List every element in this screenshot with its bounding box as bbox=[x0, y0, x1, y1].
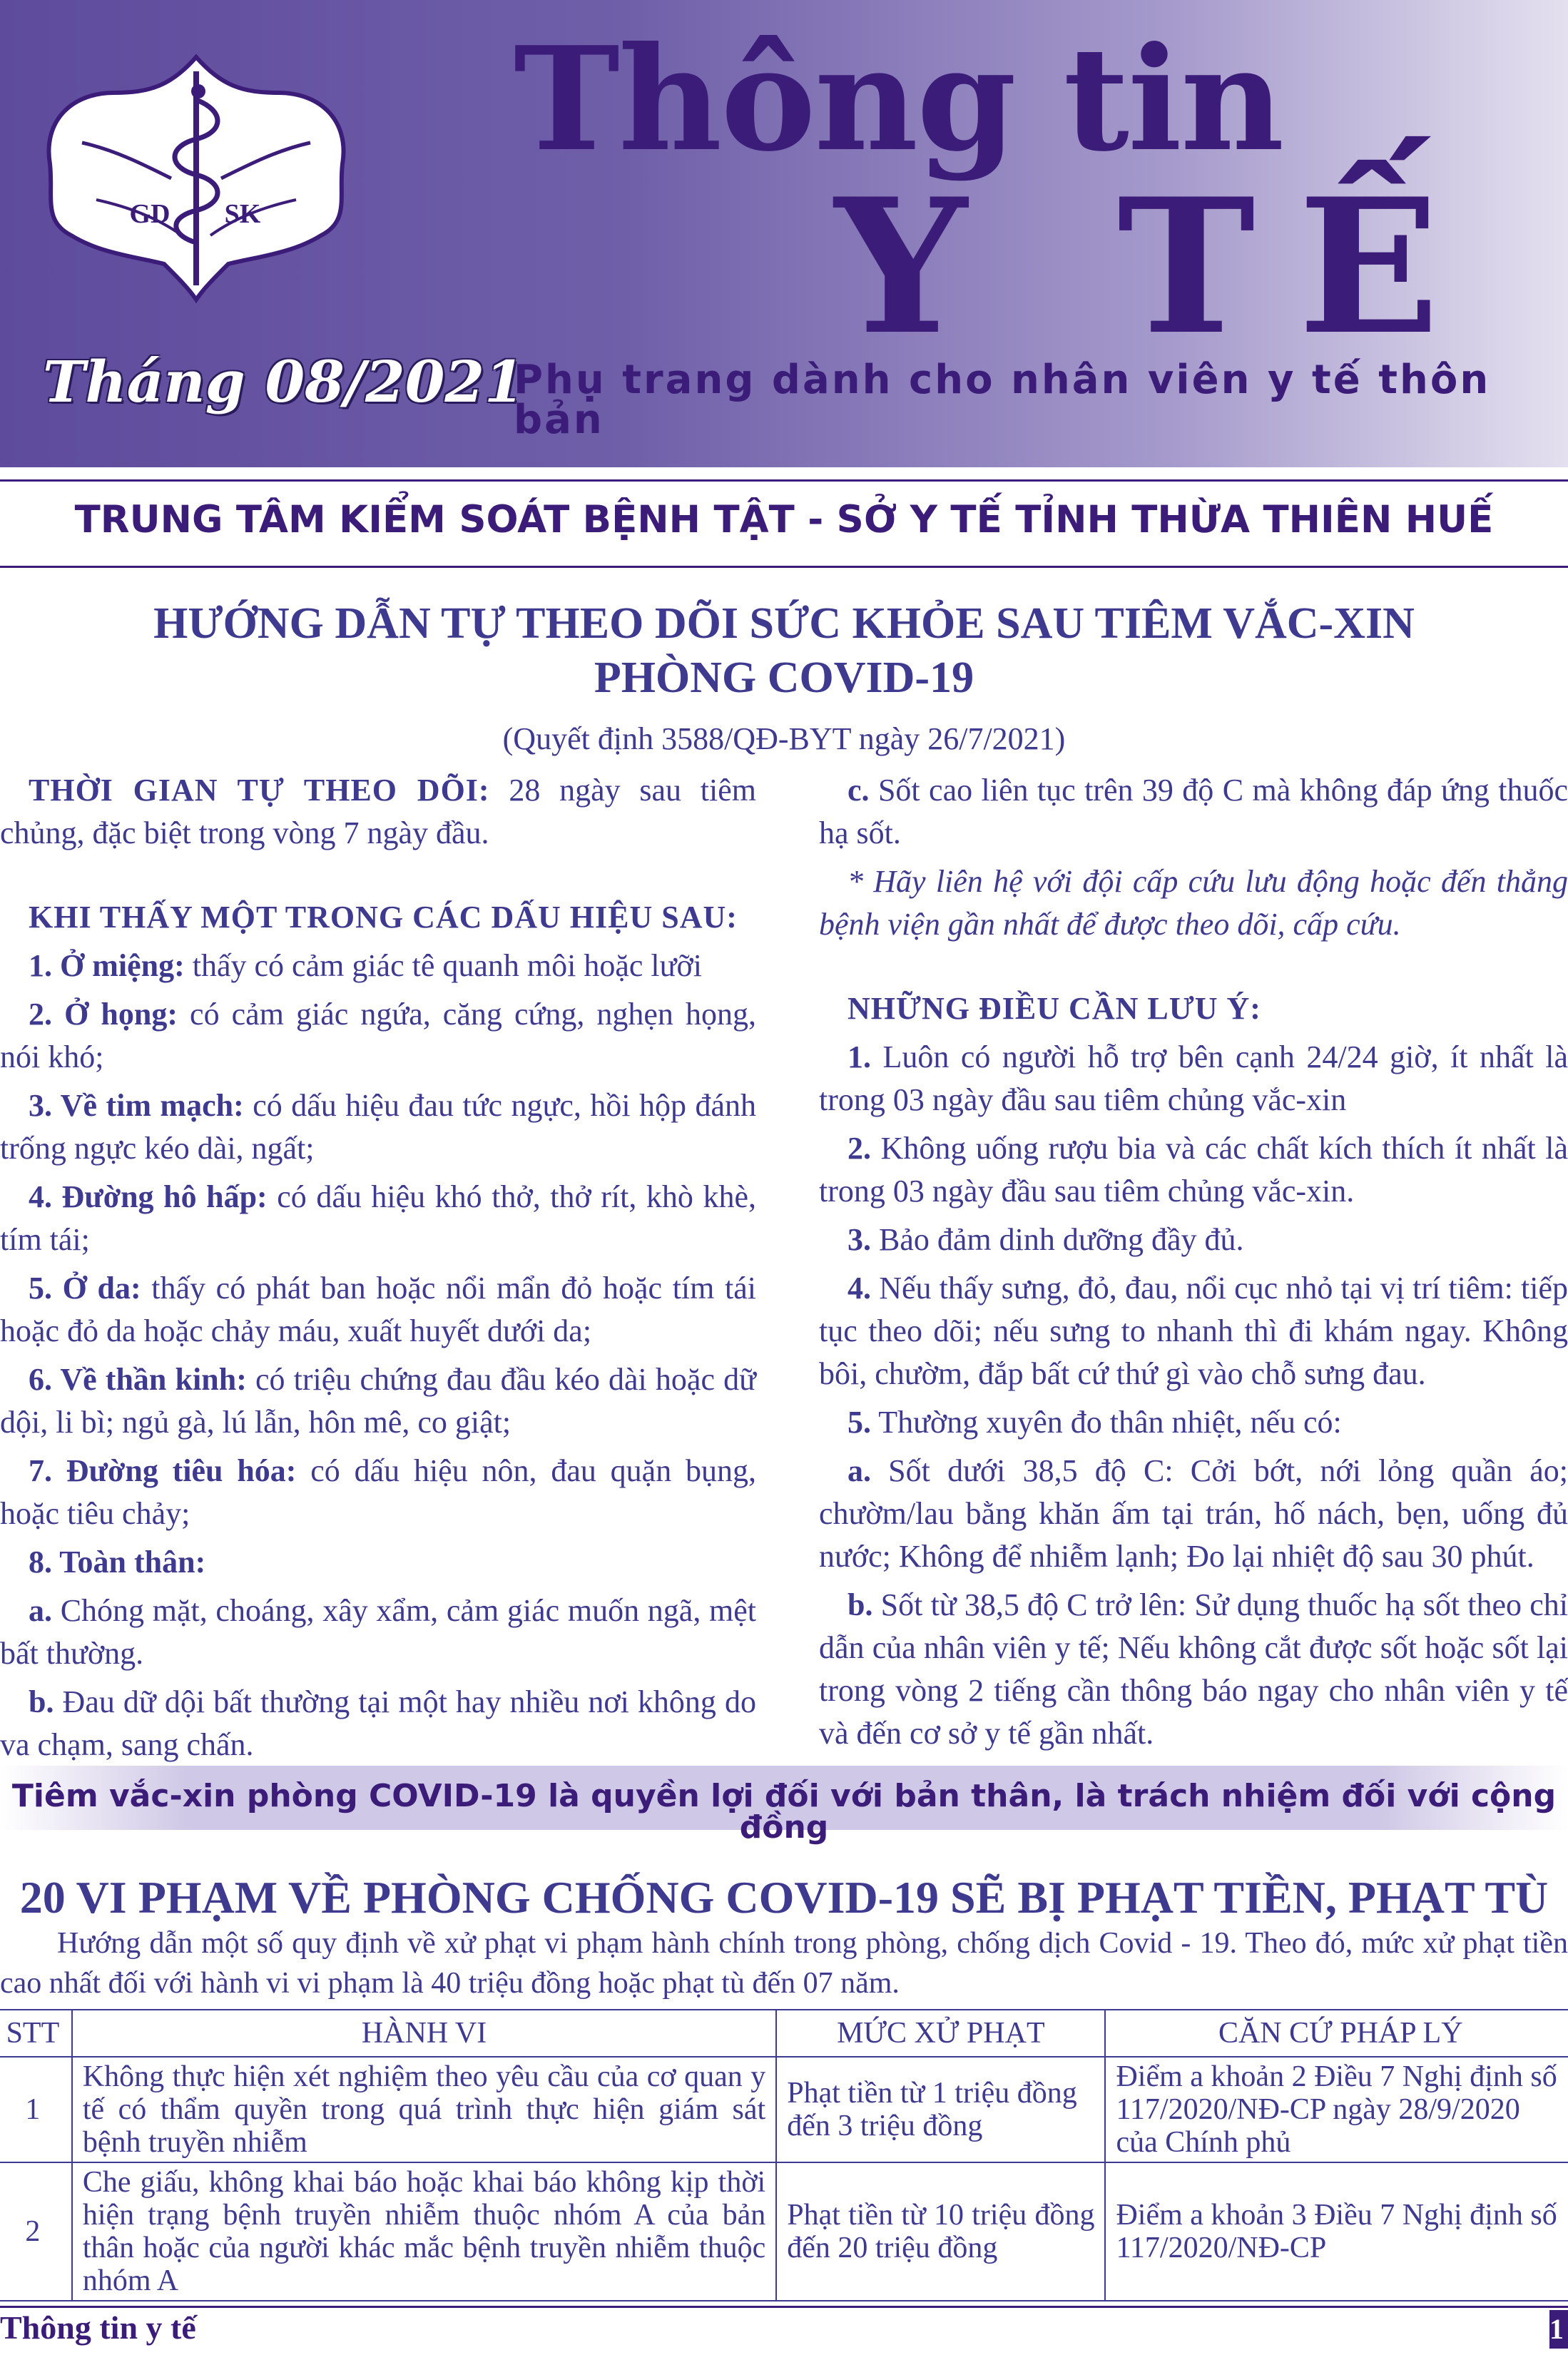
cell-legal-basis: Điểm a khoản 2 Điều 7 Nghị định số 117/2020/NĐ-CP ngày 28/9/2020 của Chính phủ bbox=[1105, 2057, 1568, 2162]
cell-penalty: Phạt tiền từ 1 triệu đồng đến 3 triệu đồng bbox=[776, 2057, 1105, 2162]
footer-title: Thông tin y tế bbox=[0, 2309, 196, 2346]
article1-left-column bbox=[0, 769, 756, 1772]
article1-title-line1: HƯỚNG DẪN TỰ THEO DÕI SỨC KHỎE SAU TIÊM VẮC-XIN bbox=[153, 599, 1415, 648]
column-header-penalty: MỨC XỬ PHẠT bbox=[776, 2010, 1105, 2057]
cell-action: Không thực hiện xét nghiệm theo yêu cầu của cơ quan y tế có thẩm quyền trong quá trình thực hiện giám sát bệnh truyền nhiễm bbox=[72, 2057, 776, 2162]
column-header-stt: STT bbox=[0, 2010, 72, 2057]
article1-right-column bbox=[819, 769, 1568, 1761]
sign-item: 7. Đường tiêu hóa: có dấu hiệu nôn, đau quặn bụng, hoặc tiêu chảy; bbox=[0, 1453, 757, 1531]
logo-right-text: SK bbox=[224, 199, 261, 229]
notes-heading: NHỮNG ĐIỀU CẦN LƯU Ý: bbox=[847, 991, 1261, 1026]
cell-legal-basis: Điểm a khoản 3 Điều 7 Nghị định số 117/2020/NĐ-CP bbox=[1105, 2162, 1568, 2301]
sign-item: 3. Về tim mạch: có dấu hiệu đau tức ngực, hồi hộp đánh trống ngực kéo dài, ngất; bbox=[0, 1088, 757, 1166]
article2-title: 20 VI PHẠM VỀ PHÒNG CHỐNG COVID-19 SẼ BỊ PHẠT TIỀN, PHẠT TÙ bbox=[19, 1872, 1549, 1923]
masthead-title-line1: Thông tin bbox=[514, 16, 1283, 183]
sign-item: 1. Ở miệng: thấy có cảm giác tê quanh môi hoặc lưỡi bbox=[29, 948, 702, 983]
whole-body-label: 8. Toàn thân: bbox=[29, 1545, 206, 1580]
cell-stt: 2 bbox=[0, 2162, 72, 2301]
signs-heading: KHI THẤY MỘT TRONG CÁC DẤU HIỆU SAU: bbox=[29, 900, 738, 935]
page-number: 1 bbox=[1549, 2310, 1568, 2349]
whole-body-item: a. Chóng mặt, choáng, xây xẩm, cảm giác muốn ngã, mệt bất thường. bbox=[0, 1593, 756, 1671]
sign-item: 2. Ở họng: có cảm giác ngứa, căng cứng, nghẹn họng, nói khó; bbox=[0, 997, 756, 1074]
note-item: 2. Không uống rượu bia và các chất kích thích ít nhất là trong 03 ngày đầu sau tiêm chủng vắc-xin. bbox=[819, 1131, 1568, 1209]
note-item: 3. Bảo đảm dinh dưỡng đầy đủ. bbox=[847, 1222, 1244, 1257]
emergency-note: * Hãy liên hệ với đội cấp cứu lưu động hoặc đến thẳng bệnh viện gần nhất để được theo dõi, cấp cứu. bbox=[819, 864, 1568, 942]
table-header-row bbox=[0, 2010, 1568, 2057]
sign-item: 4. Đường hô hấp: có dấu hiệu khó thở, thở rít, khò khè, tím tái; bbox=[0, 1179, 756, 1257]
monitoring-paragraph bbox=[0, 769, 756, 855]
article2-intro: Hướng dẫn một số quy định về xử phạt vi phạm hành chính trong phòng, chống dịch Covid - 19. Theo đó, mức xử phạt tiền cao nhất đối với hành vi vi phạm là 40 triệu đồng hoặc phạt tù đến 07 năm. bbox=[0, 1927, 1568, 2000]
article1-reference: (Quyết định 3588/QĐ-BYT ngày 26/7/2021) bbox=[502, 721, 1066, 756]
logo-left-text: GD bbox=[129, 199, 170, 229]
masthead-subtitle: Phụ trang dành cho nhân viên y tế thôn bản bbox=[514, 357, 1491, 443]
slogan: Tiêm vắc-xin phòng COVID-19 là quyền lợi đối với bản thân, là trách nhiệm đối với cộng đồng bbox=[11, 1778, 1557, 1846]
gdsk-logo bbox=[29, 43, 364, 314]
issue-date: Tháng 08/2021 bbox=[43, 348, 524, 415]
cell-action: Che giấu, không khai báo hoặc khai báo không kịp thời hiện trạng bệnh truyền nhiễm thuộc nhóm A của bản thân hoặc của người khác mắc bệnh truyền nhiễm thuộc nhóm A bbox=[72, 2162, 776, 2301]
cell-stt: 1 bbox=[0, 2057, 72, 2162]
note-item: 4. Nếu thấy sưng, đỏ, đau, nổi cục nhỏ tại vị trí tiêm: tiếp tục theo dõi; nếu sưng to nhanh thì đi khám ngay. Không bôi, chườm, đắp bất cứ thứ gì vào chỗ sưng đau. bbox=[819, 1271, 1568, 1391]
monitoring-text: 28 ngày sau tiêm chủng, đặc biệt trong vòng 7 ngày đầu. bbox=[0, 773, 756, 850]
column-header-action: HÀNH VI bbox=[72, 2010, 776, 2057]
table-row bbox=[0, 2057, 1568, 2162]
masthead-title-line2: Y TẾ bbox=[835, 158, 1482, 376]
whole-body-item: b. Đau dữ dội bất thường tại một hay nhiều nơi không do va chạm, sang chấn. bbox=[0, 1684, 756, 1762]
table-row bbox=[0, 2162, 1568, 2301]
violations-table bbox=[0, 2009, 1568, 2301]
cell-penalty: Phạt tiền từ 10 triệu đồng đến 20 triệu đồng bbox=[776, 2162, 1105, 2301]
column-header-legal-basis: CĂN CỨ PHÁP LÝ bbox=[1105, 2010, 1568, 2057]
fever-item: a. Sốt dưới 38,5 độ C: Cởi bớt, nới lỏng quần áo; chườm/lau bằng khăn ấm tại trán, hố nách, bẹn, uống đủ nước; Không để nhiễm lạnh; Đo lại nhiệt độ sau 30 phút. bbox=[819, 1453, 1568, 1574]
sign-item: 5. Ở da: thấy có phát ban hoặc nổi mẩn đỏ hoặc tím tái hoặc đỏ da hoặc chảy máu, xuất huyết dưới da; bbox=[0, 1271, 756, 1348]
footer-rule bbox=[0, 2306, 1568, 2308]
whole-body-item: c. Sốt cao liên tục trên 39 độ C mà không đáp ứng thuốc hạ sốt. bbox=[819, 773, 1568, 850]
fever-item: b. Sốt từ 38,5 độ C trở lên: Sử dụng thuốc hạ sốt theo chỉ dẫn của nhân viên y tế; Nếu không cắt được sốt hoặc sốt lại trong vòng 2 tiếng cần thông báo ngay cho nhân viên y tế và đến cơ sở y tế gần nhất. bbox=[819, 1587, 1568, 1751]
monitoring-label: THỜI GIAN TỰ THEO DÕI: bbox=[29, 773, 490, 808]
organization-name: TRUNG TÂM KIỂM SOÁT BỆNH TẬT - SỞ Y TẾ TỈNH THỪA THIÊN HUẾ bbox=[74, 498, 1494, 541]
article1-title-line2: PHÒNG COVID-19 bbox=[594, 653, 974, 702]
sign-item: 6. Về thần kinh: có triệu chứng đau đầu kéo dài hoặc dữ dội, li bì; ngủ gà, lú lẫn, hôn mê, co giật; bbox=[0, 1362, 756, 1440]
note-item: 5. Thường xuyên đo thân nhiệt, nếu có: bbox=[847, 1405, 1342, 1440]
note-item: 1. Luôn có người hỗ trợ bên cạnh 24/24 giờ, ít nhất là trong 03 ngày đầu sau tiêm chủng vắc-xin bbox=[819, 1039, 1568, 1117]
